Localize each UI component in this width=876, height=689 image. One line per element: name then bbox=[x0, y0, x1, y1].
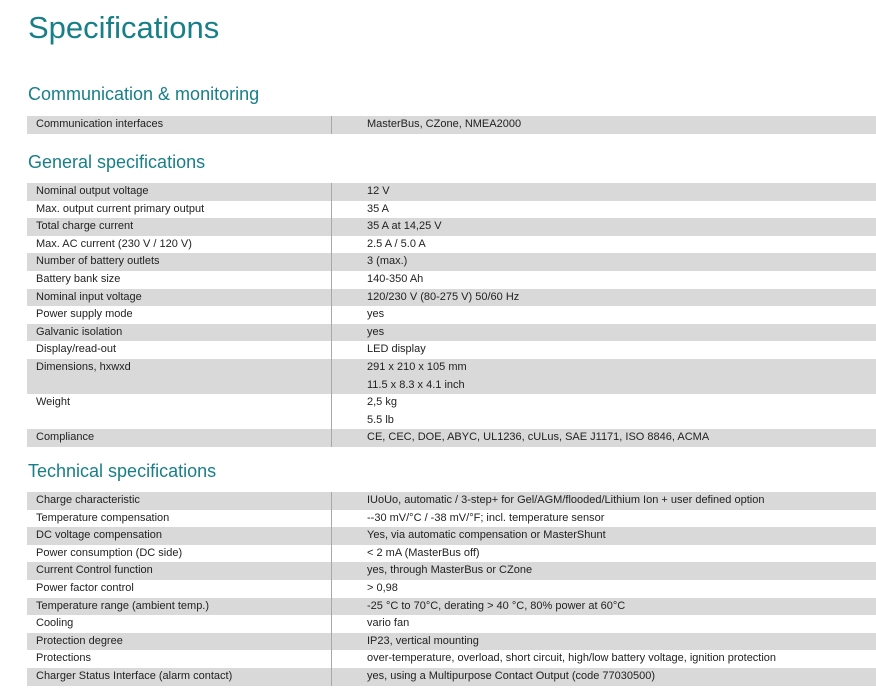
spec-label: Galvanic isolation bbox=[27, 324, 332, 342]
spec-row bbox=[27, 527, 876, 545]
spec-label: Power consumption (DC side) bbox=[27, 545, 332, 563]
spec-value bbox=[332, 429, 876, 447]
spec-value bbox=[332, 271, 876, 289]
spec-value bbox=[332, 183, 876, 201]
spec-value bbox=[332, 236, 876, 254]
spec-value-line: 2.5 A / 5.0 A bbox=[367, 237, 426, 250]
spec-value bbox=[332, 359, 876, 394]
spec-value bbox=[332, 650, 876, 668]
spec-label: Number of battery outlets bbox=[27, 253, 332, 271]
spec-row bbox=[27, 668, 876, 686]
spec-value-line: < 2 mA (MasterBus off) bbox=[367, 546, 480, 559]
spec-row bbox=[27, 492, 876, 510]
spec-row bbox=[27, 236, 876, 254]
spec-label: Communication interfaces bbox=[27, 116, 332, 134]
spec-value-line: MasterBus, CZone, NMEA2000 bbox=[367, 118, 522, 130]
spec-value-line: LED display bbox=[367, 343, 426, 356]
spec-value-line: 35 A at 14,25 V bbox=[367, 220, 442, 233]
spec-table-communication bbox=[27, 116, 876, 134]
spec-value bbox=[332, 394, 876, 429]
spec-row bbox=[27, 545, 876, 563]
spec-value bbox=[332, 668, 876, 686]
spec-label: Charge characteristic bbox=[27, 492, 332, 510]
spec-value-line: over-temperature, overload, short circuit, high/low battery voltage, ignition protection bbox=[367, 652, 777, 665]
spec-row bbox=[27, 510, 876, 528]
spec-label: Protection degree bbox=[27, 633, 332, 651]
spec-value-line: 5.5 lb bbox=[367, 413, 394, 426]
spec-value-line: 140-350 Ah bbox=[367, 272, 424, 285]
spec-label: Protections bbox=[27, 650, 332, 668]
spec-row bbox=[27, 183, 876, 201]
spec-value bbox=[332, 615, 876, 633]
spec-value-line: --30 mV/°C / -38 mV/°F; incl. temperature sensor bbox=[367, 511, 605, 524]
spec-value-line: yes bbox=[367, 325, 385, 338]
spec-row bbox=[27, 650, 876, 668]
spec-row bbox=[27, 253, 876, 271]
spec-table-technical bbox=[27, 492, 876, 686]
spec-value bbox=[332, 306, 876, 324]
spec-row bbox=[27, 429, 876, 447]
spec-label: DC voltage compensation bbox=[27, 527, 332, 545]
spec-value bbox=[332, 253, 876, 271]
spec-label: Weight bbox=[27, 394, 332, 429]
spec-value-line: 35 A bbox=[367, 202, 390, 215]
spec-table-general bbox=[27, 183, 876, 447]
spec-value-line: 11.5 x 8.3 x 4.1 inch bbox=[367, 378, 465, 391]
spec-label: Total charge current bbox=[27, 218, 332, 236]
spec-value-line: IP23, vertical mounting bbox=[367, 634, 479, 647]
spec-row bbox=[27, 580, 876, 598]
section-title-general: General specifications bbox=[28, 152, 206, 172]
spec-label: Max. AC current (230 V / 120 V) bbox=[27, 236, 332, 254]
spec-value bbox=[332, 341, 876, 359]
spec-label: Battery bank size bbox=[27, 271, 332, 289]
spec-value-line: -25 °C to 70°C, derating > 40 °C, 80% power at 60°C bbox=[367, 599, 626, 612]
spec-row bbox=[27, 633, 876, 651]
spec-row bbox=[27, 394, 876, 429]
spec-value bbox=[332, 201, 876, 219]
spec-label: Power factor control bbox=[27, 580, 332, 598]
spec-value bbox=[332, 598, 876, 616]
spec-value-line: vario fan bbox=[367, 617, 410, 630]
spec-value-line: yes bbox=[367, 308, 385, 321]
spec-value bbox=[332, 116, 876, 134]
spec-value-line: yes, using a Multipurpose Contact Output (code 77030500) bbox=[367, 669, 656, 682]
section-title-communication: Communication & monitoring bbox=[28, 84, 260, 104]
spec-value-line: 3 (max.) bbox=[367, 255, 408, 268]
spec-row bbox=[27, 306, 876, 324]
spec-value-line: yes, through MasterBus or CZone bbox=[367, 564, 533, 577]
spec-label: Current Control function bbox=[27, 562, 332, 580]
spec-value bbox=[332, 324, 876, 342]
page-title: Specifications bbox=[28, 10, 220, 45]
spec-value bbox=[332, 580, 876, 598]
spec-label: Nominal input voltage bbox=[27, 289, 332, 307]
spec-row bbox=[27, 341, 876, 359]
spec-value bbox=[332, 545, 876, 563]
spec-value-line: > 0,98 bbox=[367, 581, 398, 594]
spec-row bbox=[27, 324, 876, 342]
spec-value-line: 2,5 kg bbox=[367, 396, 397, 409]
spec-value bbox=[332, 218, 876, 236]
spec-value-line: 291 x 210 x 105 mm bbox=[367, 360, 467, 373]
spec-value-line: IUoUo, automatic / 3-step+ for Gel/AGM/flooded/Lithium Ion + user defined option bbox=[367, 494, 765, 506]
spec-value bbox=[332, 289, 876, 307]
spec-value bbox=[332, 562, 876, 580]
spec-value bbox=[332, 510, 876, 528]
spec-label: Nominal output voltage bbox=[27, 183, 332, 201]
spec-label: Temperature compensation bbox=[27, 510, 332, 528]
spec-label: Power supply mode bbox=[27, 306, 332, 324]
spec-row bbox=[27, 289, 876, 307]
spec-row bbox=[27, 598, 876, 616]
spec-value-line: 120/230 V (80-275 V) 50/60 Hz bbox=[367, 290, 520, 303]
spec-row bbox=[27, 615, 876, 633]
spec-label: Cooling bbox=[27, 615, 332, 633]
spec-value bbox=[332, 633, 876, 651]
spec-row bbox=[27, 218, 876, 236]
spec-value-line: Yes, via automatic compensation or MasterShunt bbox=[367, 529, 606, 542]
spec-label: Display/read-out bbox=[27, 341, 332, 359]
spec-value bbox=[332, 527, 876, 545]
spec-row bbox=[27, 562, 876, 580]
section-title-technical: Technical specifications bbox=[28, 461, 217, 481]
spec-label: Max. output current primary output bbox=[27, 201, 332, 219]
spec-value-line: CE, CEC, DOE, ABYC, UL1236, cULus, SAE J1171, ISO 8846, ACMA bbox=[367, 431, 710, 444]
spec-row bbox=[27, 116, 876, 134]
spec-row bbox=[27, 271, 876, 289]
spec-label: Dimensions, hxwxd bbox=[27, 359, 332, 394]
spec-row bbox=[27, 359, 876, 394]
spec-value-line: 12 V bbox=[367, 185, 390, 197]
spec-value bbox=[332, 492, 876, 510]
spec-row bbox=[27, 201, 876, 219]
spec-label: Charger Status Interface (alarm contact) bbox=[27, 668, 332, 686]
spec-label: Temperature range (ambient temp.) bbox=[27, 598, 332, 616]
spec-label: Compliance bbox=[27, 429, 332, 447]
